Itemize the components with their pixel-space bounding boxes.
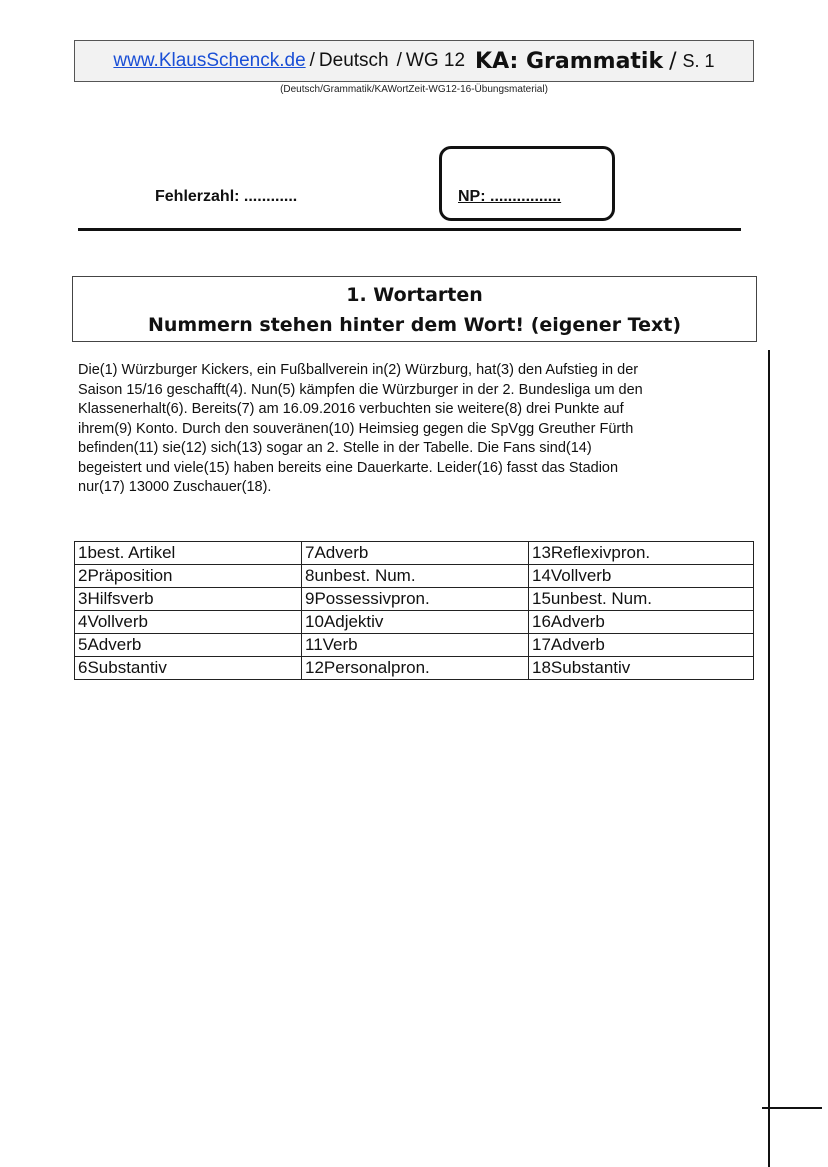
task-subtitle: Nummern stehen hinter dem Wort! (eigener Text): [147, 314, 682, 336]
site-link[interactable]: www.KlausSchenck.de: [113, 50, 306, 71]
paragraph-line: Die(1) Würzburger Kickers, ein Fußballverein in(2) Würzburg, hat(3) den Aufstieg in der: [78, 362, 639, 378]
task-heading-box: [72, 276, 757, 342]
document-path: (Deutsch/Grammatik/KAWortZeit-WG12-16-Übungsmaterial): [280, 84, 548, 95]
separator-line: [78, 228, 741, 231]
header-separator: /: [669, 48, 677, 74]
table-cell: 4Vollverb: [75, 611, 302, 634]
table-cell: 15unbest. Num.: [529, 588, 754, 611]
header-class: WG 12: [405, 50, 466, 71]
paragraph-line: befinden(11) sie(12) sich(13) sogar an 2. Stelle in der Tabelle. Die Fans sind(14): [78, 440, 592, 456]
table-cell: 2Präposition: [75, 565, 302, 588]
table-cell: 17Adverb: [529, 634, 754, 657]
table-cell: 13Reflexivpron.: [529, 542, 754, 565]
table-cell: 9Possessivpron.: [302, 588, 529, 611]
header-box: [74, 40, 754, 82]
np-label: NP: ................: [458, 188, 562, 205]
paragraph-line: Klassenerhalt(6). Bereits(7) am 16.09.2016 verbuchten sie weitere(8) drei Punkte auf: [78, 401, 624, 417]
table-cell: 10Adjektiv: [302, 611, 529, 634]
table-cell: 3Hilfsverb: [75, 588, 302, 611]
answer-table: [74, 541, 754, 680]
table-cell: 14Vollverb: [529, 565, 754, 588]
header-subject: Deutsch: [318, 50, 389, 71]
margin-line: [768, 350, 770, 1167]
header-ka-title: KA: Grammatik: [475, 48, 664, 74]
table-cell: 7Adverb: [302, 542, 529, 565]
table-row: [75, 634, 754, 657]
table-row: [75, 588, 754, 611]
table-cell: 6Substantiv: [75, 657, 302, 680]
paragraph-line: begeistert und viele(15) haben bereits eine Dauerkarte. Leider(16) fasst das Stadion: [78, 459, 619, 476]
margin-tick: [762, 1107, 822, 1109]
header-separator: /: [396, 50, 402, 71]
paragraph-line: nur(17) 13000 Zuschauer(18).: [78, 479, 272, 495]
table-cell: 8unbest. Num.: [302, 565, 529, 588]
table-cell: 18Substantiv: [529, 657, 754, 680]
table-row: [75, 611, 754, 634]
fehlerzahl-label: Fehlerzahl: ............: [155, 188, 298, 205]
table-cell: 11Verb: [302, 634, 529, 657]
paragraph-line: ihrem(9) Konto. Durch den souveränen(10) Heimsieg gegen die SpVgg Greuther Fürth: [78, 420, 634, 437]
header-page-number: S. 1: [682, 50, 715, 71]
task-title: 1. Wortarten: [346, 284, 483, 306]
exercise-paragraph: [78, 361, 758, 498]
np-box: [439, 146, 615, 221]
table-cell: 5Adverb: [75, 634, 302, 657]
table-row: [75, 542, 754, 565]
table-row: [75, 657, 754, 680]
table-cell: 12Personalpron.: [302, 657, 529, 680]
table-cell: 16Adverb: [529, 611, 754, 634]
table-row: [75, 565, 754, 588]
table-cell: 1best. Artikel: [75, 542, 302, 565]
header-separator: /: [309, 50, 315, 71]
paragraph-line: Saison 15/16 geschafft(4). Nun(5) kämpfen die Würzburger in der 2. Bundesliga um den: [78, 381, 643, 398]
